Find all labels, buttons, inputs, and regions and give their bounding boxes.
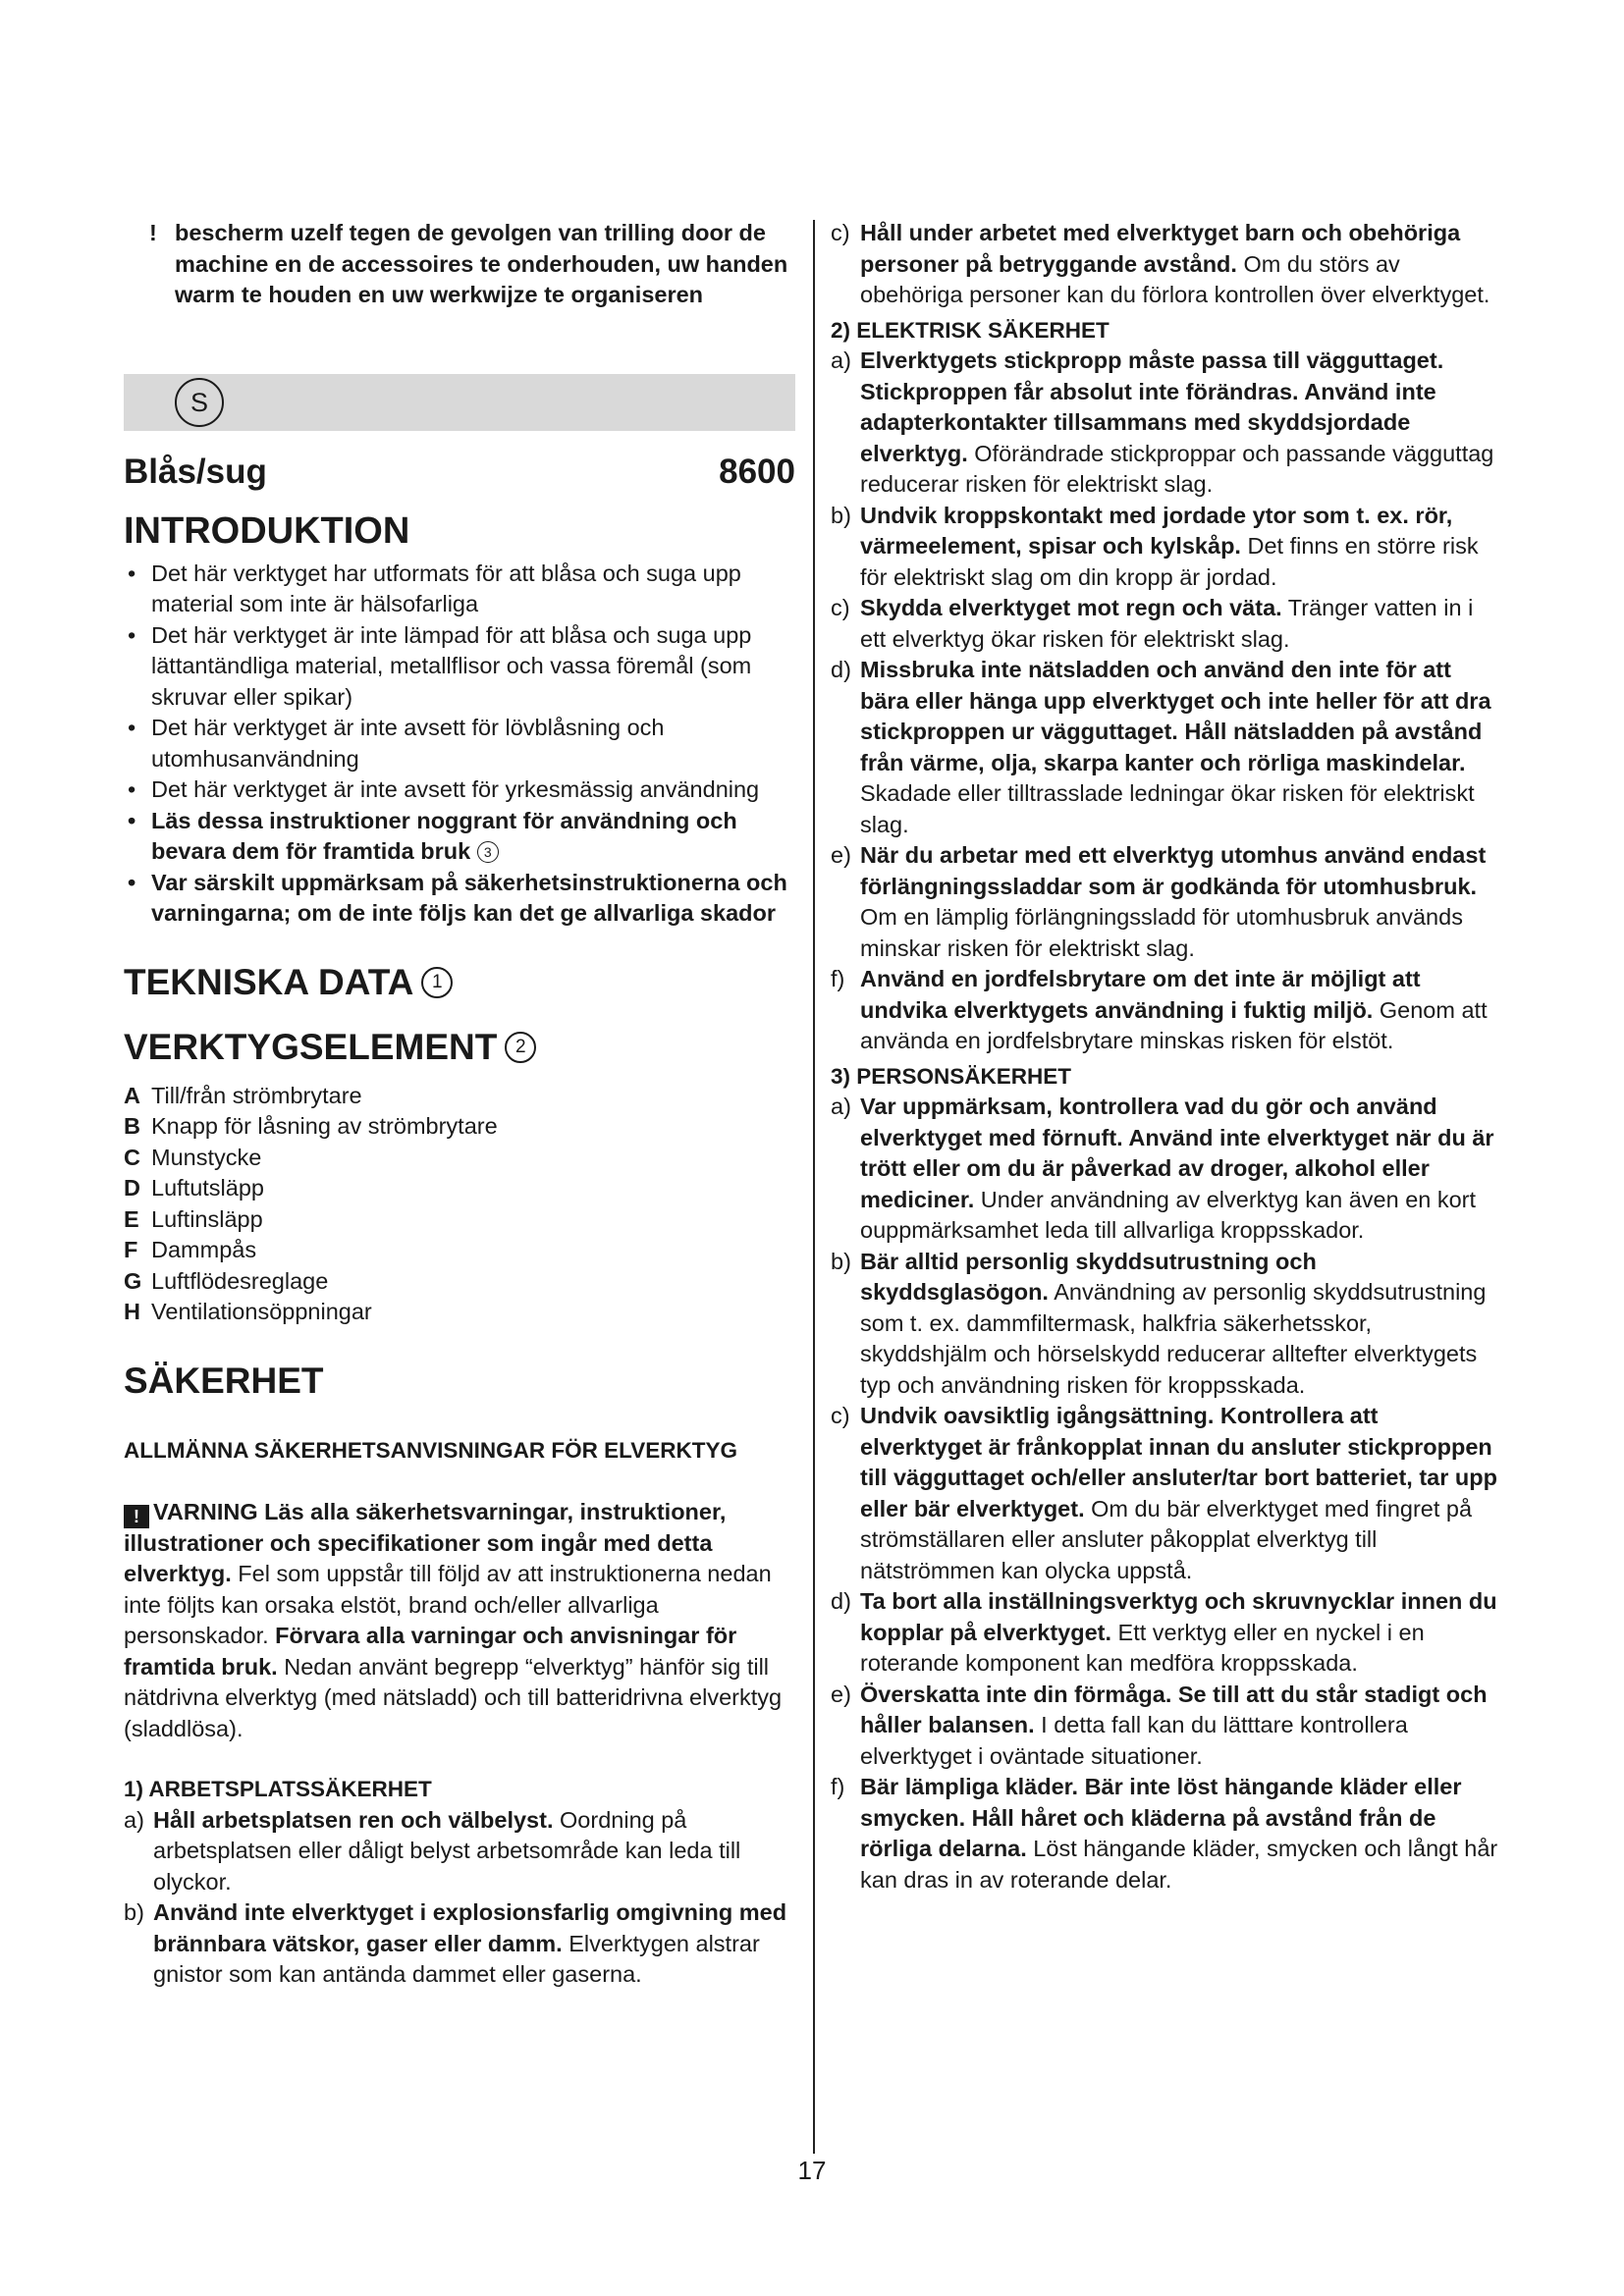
- list-item: [831, 840, 1498, 964]
- technical-data-title: TEKNISKA DATA: [124, 961, 414, 1002]
- technical-data-heading: [124, 959, 795, 1006]
- item-bold: Elverktygets stickpropp måste passa till vägguttaget. Stickproppen får absolut inte förändras. Använd inte adapterkontakter tillsammans med skyddsjordade elverktyg.: [860, 347, 1444, 466]
- item-text: Skadade eller tilltrasslade ledningar ökar risken för elektriskt slag.: [860, 780, 1475, 837]
- figure-ref-3: 3: [477, 841, 499, 863]
- element-key: A: [124, 1082, 140, 1108]
- list-item: [831, 1092, 1498, 1247]
- figure-ref-2: 2: [505, 1032, 536, 1063]
- element-key: E: [124, 1205, 139, 1232]
- introduction-list: [124, 559, 795, 930]
- list-item: [831, 218, 1498, 311]
- electrical-safety-heading: 2) ELEKTRISK SÄKERHET: [831, 317, 1110, 343]
- element-key: H: [124, 1299, 140, 1324]
- item-text: Det finns en större risk för elektriskt slag om din kropp är jordad.: [860, 533, 1479, 590]
- general-safety-subheading: ALLMÄNNA SÄKERHETSANVISNINGAR FÖR ELVERKTYG: [124, 1437, 738, 1463]
- item-text: Löst hängande kläder, smycken och långt hår kan dras in av roterande delar.: [860, 1836, 1498, 1893]
- list-item: [831, 1772, 1498, 1896]
- item-label: c): [831, 220, 850, 245]
- list-item: [124, 1204, 795, 1236]
- list-item: [831, 1247, 1498, 1402]
- list-item-read-instructions: [124, 806, 795, 868]
- item-bold: Använd en jordfelsbrytare om det inte är möjligt att undvika elverktygets användning i fuktig miljö.: [860, 966, 1421, 1023]
- list-item: [831, 1401, 1498, 1586]
- item-text: Användning av personlig skyddsutrustning som t. ex. dammfiltermask, halkfria säkerhetsskor, skyddshjälm och hörselskydd reducerar alltefter elverktygets typ och användning risken för kroppsskada.: [860, 1279, 1487, 1398]
- item-bold: Bär alltid personlig skyddsutrustning och skyddsglasögon.: [860, 1248, 1317, 1305]
- personal-safety-heading: 3) PERSONSÄKERHET: [831, 1063, 1072, 1089]
- element-key: B: [124, 1113, 140, 1139]
- item-text: Om du störs av obehöriga personer kan du förlora kontrollen över elverktyget.: [860, 250, 1490, 307]
- list-item: [831, 1586, 1498, 1680]
- item-label: f): [831, 966, 845, 991]
- exclamation-mark: !: [149, 220, 157, 245]
- item-bold: Undvik oavsiktlig igångsättning. Kontrollera att elverktyget är frånkopplat innan du ansluter stickproppen till vägguttaget och/eller ansluter/tar bort batteriet, tar upp eller bär elverktyget.: [860, 1403, 1497, 1522]
- intro-warning-text: bescherm uzelf tegen de gevolgen van trilling door de machine en de accessoires te onderhouden, uw handen warm te houden en uw werkwijze te organiseren: [175, 220, 788, 307]
- item-label: c): [831, 595, 850, 620]
- item-label: e): [831, 1681, 851, 1707]
- item-bold: Överskatta inte din förmåga. Se till att du står stadigt och håller balansen.: [860, 1681, 1488, 1737]
- item-text: Tränger vatten in i ett elverktyg ökar risken för elektriskt slag.: [860, 595, 1474, 652]
- list-item: [831, 501, 1498, 594]
- item-label: d): [831, 1588, 851, 1614]
- list-item: [124, 1266, 795, 1298]
- page-number: 17: [797, 2156, 827, 2185]
- list-item: [124, 1111, 795, 1143]
- item-label: a): [831, 347, 851, 373]
- item-bold: Var uppmärksam, kontrollera vad du gör och använd elverktyget med förnuft. Använd inte elverktyget när du är trött eller om du är påverkad av droger, alkohol eller mediciner.: [860, 1094, 1494, 1212]
- list-item: [831, 964, 1498, 1057]
- item-text: Oförändrade stickproppar och passande vägguttag reducerar risken för elektriskt slag.: [860, 440, 1494, 497]
- list-item: • Det här verktyget är inte lämpad för att blåsa och suga upp lättantändliga material, metallflisor och vassa föremål (som skruvar eller spikar): [124, 620, 795, 714]
- figure-ref-1: 1: [421, 967, 453, 998]
- item-label: c): [831, 1403, 850, 1428]
- item-text: I detta fall kan du lätttare kontrollera elverktyget i oväntade situationer.: [860, 1712, 1408, 1769]
- element-label: Luftflödesreglage: [151, 1267, 329, 1294]
- item-label: a): [831, 1094, 851, 1119]
- item-bold: Håll arbetsplatsen ren och välbelyst.: [153, 1806, 554, 1833]
- tool-elements-heading: [124, 1024, 795, 1071]
- item-label: b): [124, 1899, 144, 1925]
- item-text: Ett verktyg eller en nyckel i en roterande komponent kan medföra kroppsskada.: [860, 1619, 1425, 1676]
- list-item: [124, 1081, 795, 1112]
- item-text: Om du bär elverktyget med fingret på strömställaren eller ansluter påkopplat elverktyg till nätströmmen kan olycka uppstå.: [860, 1495, 1473, 1583]
- item-text: Oordning på arbetsplatsen eller dåligt belyst arbetsområde kan leda till olyckor.: [153, 1806, 741, 1895]
- item-bold: Ta bort alla inställningsverktyg och skruvnycklar innen du kopplar på elverktyget.: [860, 1588, 1497, 1645]
- item-label: a): [124, 1806, 144, 1833]
- element-key: D: [124, 1175, 140, 1201]
- warning-bold-1: VARNING Läs alla säkerhetsvarningar, instruktioner, illustrationer och specifikationer som ingår med detta elverktyg.: [124, 1498, 727, 1586]
- introduction-heading: INTRODUKTION: [124, 509, 410, 552]
- item-bold: När du arbetar med ett elverktyg utomhus använd endast förlängningssladdar som är godkända för utomhusbruk.: [860, 842, 1487, 899]
- tool-elements-list: [124, 1081, 795, 1328]
- item-label: b): [831, 1248, 851, 1274]
- warning-icon: !: [124, 1505, 149, 1528]
- work-area-heading: 1) ARBETSPLATSSÄKERHET: [124, 1777, 432, 1801]
- list-item: [831, 346, 1498, 501]
- item-bold: Använd inte elverktyget i explosionsfarlig omgivning med brännbara vätskor, gaser eller damm.: [153, 1899, 787, 1956]
- language-code-badge: S: [175, 378, 224, 427]
- item-label: e): [831, 842, 851, 868]
- item-text: Genom att använda en jordfelsbrytare minskas risken för elstöt.: [860, 996, 1488, 1053]
- intro-warning: [149, 218, 795, 311]
- list-item: [831, 655, 1498, 840]
- list-item: [124, 1897, 795, 1991]
- element-label: Ventilationsöppningar: [151, 1299, 372, 1324]
- list-item: [831, 593, 1498, 655]
- element-key: F: [124, 1237, 138, 1262]
- list-item: [124, 1235, 795, 1266]
- item-bold: Undvik kroppskontakt med jordade ytor som t. ex. rör, värmeelement, spisar och kylskåp.: [860, 502, 1453, 559]
- item-text: Om en lämplig förlängningssladd för utomhusbruk används minskar risken för elektriskt slag.: [860, 904, 1463, 961]
- right-column: [831, 218, 1498, 1896]
- item-label: f): [831, 1774, 845, 1799]
- tool-elements-title: VERKTYGSELEMENT: [124, 1026, 498, 1067]
- element-key: G: [124, 1267, 142, 1294]
- element-label: Till/från strömbrytare: [151, 1082, 362, 1108]
- element-label: Dammpås: [151, 1237, 257, 1262]
- product-title-row: [124, 451, 795, 494]
- list-item: [124, 1297, 795, 1328]
- item-bold: Missbruka inte nätsladden och använd den inte för att bära eller hänga upp elverktyget och inte heller för att dra stickproppen ur vägguttaget. Håll nätsladden på avstånd från värme, olja, skarpa kanter och rörliga maskindelar.: [860, 657, 1491, 775]
- list-item: • Det här verktyget har utformats för att blåsa och suga upp material som inte är hälsofarliga: [124, 559, 795, 620]
- item-bold: Bär lämpliga kläder. Bär inte löst hängande kläder eller smycken. Håll håret och kläderna på avstånd från de rörliga delarna.: [860, 1774, 1462, 1861]
- warning-bold-2: Förvara alla varningar och anvisningar för framtida bruk.: [124, 1623, 737, 1680]
- element-label: Luftinsläpp: [151, 1205, 263, 1232]
- left-column: [124, 218, 795, 1991]
- element-label: Knapp för låsning av strömbrytare: [151, 1113, 498, 1139]
- element-label: Munstycke: [151, 1144, 262, 1170]
- item-bold: Håll under arbetet med elverktyget barn och obehöriga personer på betryggande avstånd.: [860, 220, 1461, 277]
- list-item-safety-attention: • Var särskilt uppmärksam på säkerhetsinstruktionerna och varningarna; om de inte följs kan det ge allvarliga skador: [124, 868, 795, 930]
- column-divider: [813, 220, 815, 2154]
- item-text: Under användning av elverktyg kan även en kort ouppmärksamhet leda till allvarliga kroppsskador.: [860, 1186, 1477, 1243]
- item-text: Elverktygen alstrar gnistor som kan antända dammet eller gaserna.: [153, 1930, 760, 1987]
- list-item: [124, 1143, 795, 1174]
- warning-text-1: Fel som uppstår till följd av att instruktionerna nedan inte följts kan orsaka elstöt, brand och/eller allvarliga personskador.: [124, 1561, 772, 1648]
- element-label: Luftutsläpp: [151, 1175, 264, 1201]
- item-label: b): [831, 502, 851, 528]
- item-bold: Skydda elverktyget mot regn och väta.: [860, 595, 1282, 620]
- language-bar: [124, 374, 795, 431]
- list-item: [124, 1173, 795, 1204]
- product-name: Blås/sug: [124, 452, 267, 491]
- item-label: d): [831, 657, 851, 682]
- warning-block: [124, 1497, 795, 1745]
- model-number: 8600: [719, 452, 795, 491]
- safety-heading: SÄKERHET: [124, 1360, 324, 1401]
- list-item: [831, 1680, 1498, 1773]
- element-key: C: [124, 1144, 140, 1170]
- list-item: [124, 1805, 795, 1898]
- read-instructions-text: Läs dessa instruktioner noggrant för användning och bevara dem för framtida bruk: [151, 807, 737, 864]
- warning-text-2: Nedan använt begrepp “elverktyg” hänför sig till nätdrivna elverktyg (med nätsladd) och till batteridrivna elverktyg (sladdlösa).: [124, 1653, 783, 1741]
- list-item: • Det här verktyget är inte avsett för yrkesmässig användning: [124, 774, 795, 806]
- list-item: • Det här verktyget är inte avsett för lövblåsning och utomhusanvändning: [124, 713, 795, 774]
